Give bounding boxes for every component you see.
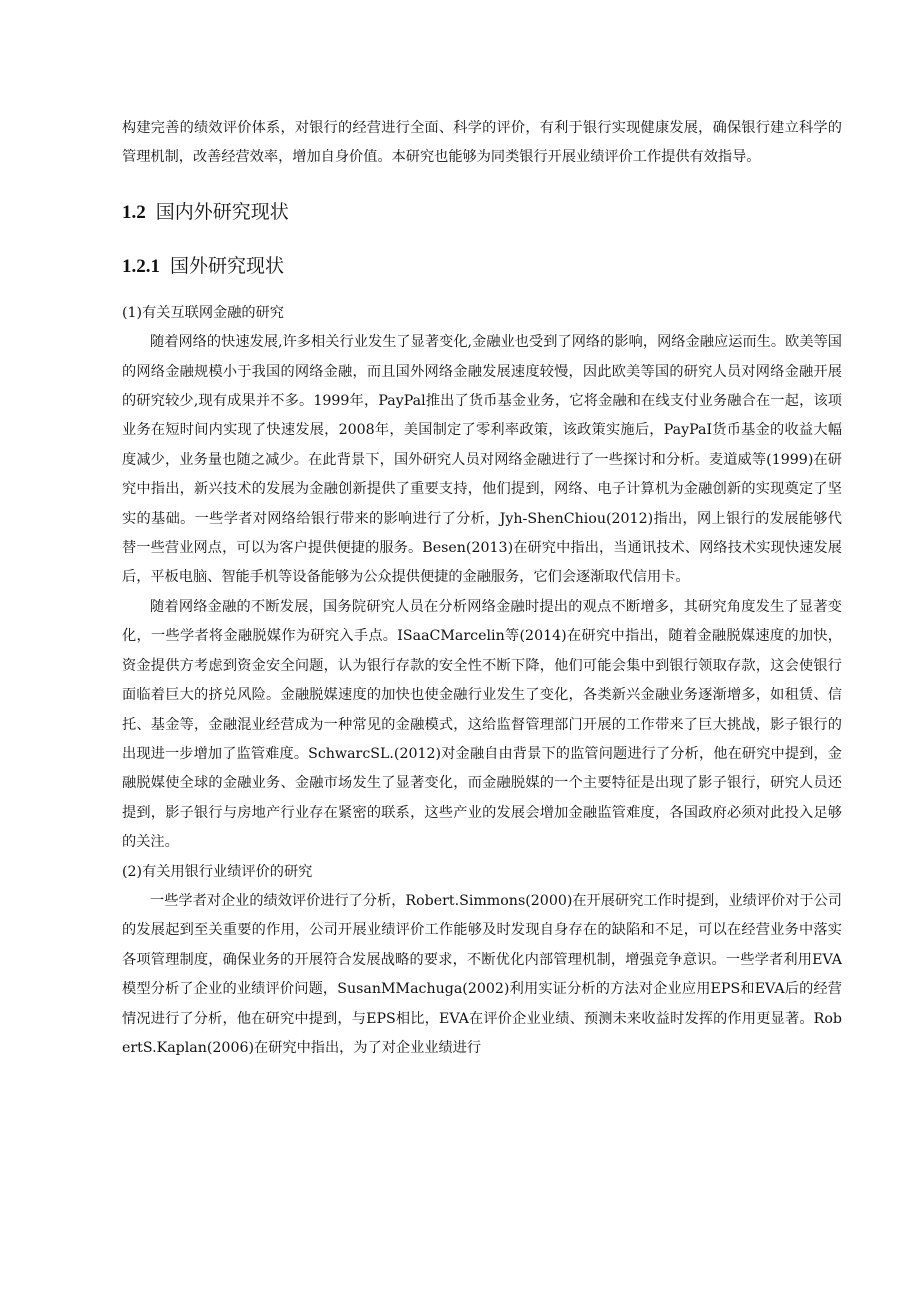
paragraph-internet-finance-2: 随着网络金融的不断发展，国务院研究人员在分析网络金融时提出的观点不断增多，其研究角度发生了显著变化，一些学者将金融脱媒作为研究入手点。ISaaCMarcelin等(2014)在研究中指出，随着金融脱媒速度的加快，资金提供方考虑到资金安全问题，认为银行存款的安全性不断下降，他们可能会集中到银行领取存款，这会使银行面临着巨大的挤兑风险。金融脱媒速度的加快也使金融行业发生了变化，各类新兴金融业务逐渐增多，如租赁、信托、基金等，金融混业经营成为一种常见的金融模式，这给监督管理部门开展的工作带来了巨大挑战，影子银行的出现进一步增加了监管难度。SchwarcSL.(2012)对金融自由背景下的监管问题进行了分析，他在研究中提到，金融脱媒使全球的金融业务、金融市场发生了显著变化，而金融脱媒的一个主要特征是出现了影子银行，研究人员还提到，影子银行与房地产行业存在紧密的联系，这些产业的发展会增加金融监管难度，各国政府必须对此投入足够的关注。	[122, 598, 842, 851]
paragraph-bank-performance-1: 一些学者对企业的绩效评价进行了分析，Robert.Simmons(2000)在开展研究工作时提到，业绩评价对于公司的发展起到至关重要的作用，公司开展业绩评价工作能够及时发现自身存在的缺陷和不足，可以在经营业务中落实各项管理制度，确保业务的开展符合发展战略的要求，不断优化内部管理机制，增强竞争意识。一些学者利用EVA模型分析了企业的业绩评价问题，SusanMMachuga(2002)利用实证分析的方法对企业应用EPS和EVA后的经营情况进行了分析，他在研究中提到，与EPS相比，EVA在评价企业业绩、预测未来收益时发挥的作用更显著。RobertS.Kaplan(2006)在研究中指出，为了对企业业绩进行	[122, 892, 842, 1056]
subsection-number: 1.2.1	[122, 255, 160, 277]
section-number: 1.2	[122, 201, 146, 223]
section-heading	[122, 197, 842, 251]
intro-paragraph: 构建完善的绩效评价体系，对银行的经营进行全面、科学的评价，有利于银行实现健康发展，确保银行建立科学的管理机制，改善经营效率，增加自身价值。本研究也能够为同类银行开展业绩评价工作提供有效指导。	[122, 120, 842, 166]
document-body	[122, 114, 842, 1063]
part2-heading: (2)有关用银行业绩评价的研究	[122, 863, 313, 880]
section-title: 国内外研究现状	[155, 200, 289, 223]
paragraph-internet-finance-1: 随着网络的快速发展,许多相关行业发生了显著变化,金融业也受到了网络的影响，网络金融应运而生。欧美等国的网络金融规模小于我国的网络金融，而且国外网络金融发展速度较慢，因此欧美等国的研究人员对网络金融开展的研究较少,现有成果并不多。1999年，PayPal推出了货币基金业务，它将金融和在线支付业务融合在一起，该项业务在短时间内实现了快速发展，2008年，美国制定了零利率政策，该政策实施后，PayPaI货币基金的收益大幅度减少，业务量也随之减少。在此背景下，国外研究人员对网络金融进行了一些探讨和分析。麦道威等(1999)在研究中指出，新兴技术的发展为金融创新提供了重要支持，他们提到，网络、电子计算机为金融创新的实现奠定了坚实的基础。一些学者对网络给银行带来的影响进行了分析，Jyh-ShenChiou(2012)指出，网上银行的发展能够代替一些营业网点，可以为客户提供便捷的服务。Besen(2013)在研究中指出，当通讯技术、网络技术实现快速发展后，平板电脑、智能手机等设备能够为公众提供便捷的金融服务，它们会逐渐取代信用卡。	[122, 334, 842, 586]
part1-heading: (1)有关互联网金融的研究	[122, 304, 284, 321]
subsection-title: 国外研究现状	[170, 254, 285, 277]
subsection-heading	[122, 251, 842, 299]
